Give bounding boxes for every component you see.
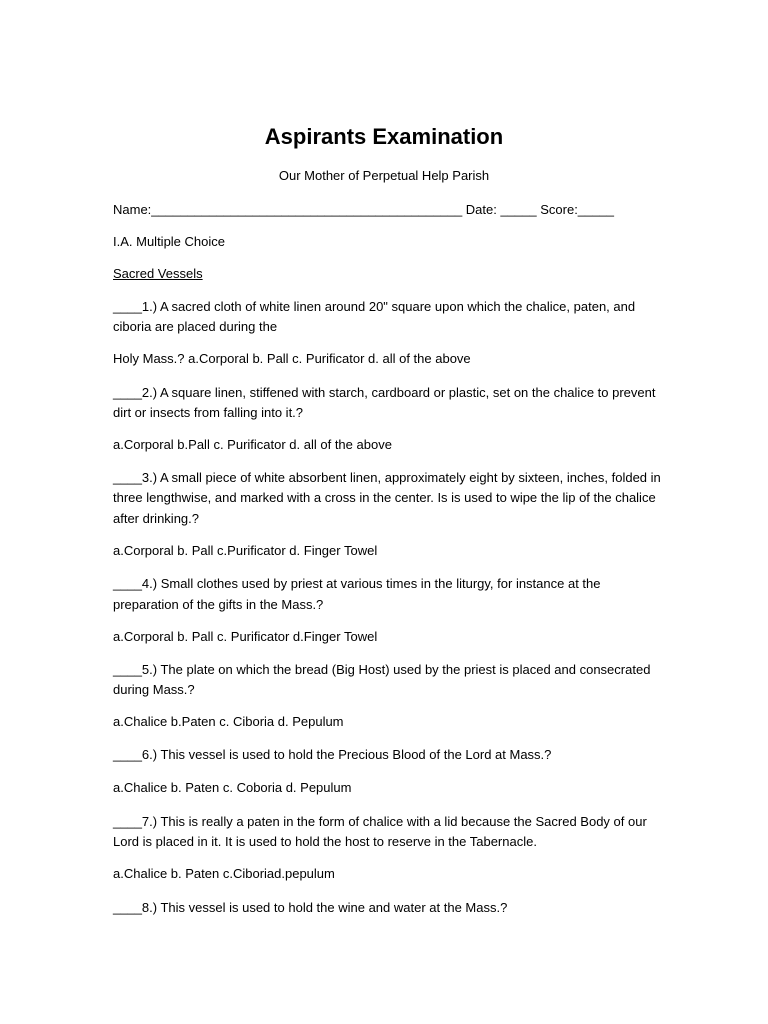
question-6-line-1: ____6.) This vessel is used to hold the Precious Blood of the Lord at Mass.? bbox=[113, 747, 552, 762]
question-7-choices: a.Chalice b. Paten c.Ciboriad.pepulum bbox=[113, 866, 335, 881]
question-3-choices: a.Corporal b. Pall c.Purificator d. Finger Towel bbox=[113, 543, 378, 558]
question-2-line-2: dirt or insects from falling into it.? bbox=[113, 405, 304, 420]
question-3-line-2: three lengthwise, and marked with a cross in the center. Is is used to wipe the lip of the chalice bbox=[113, 490, 656, 505]
section-subheading: Sacred Vessels bbox=[113, 266, 203, 281]
question-4-line-1: ____4.) Small clothes used by priest at various times in the liturgy, for instance at the bbox=[113, 576, 601, 591]
question-1-line-1: ____1.) A sacred cloth of white linen around 20" square upon which the chalice, paten, and bbox=[113, 299, 636, 314]
document-title: Aspirants Examination bbox=[264, 124, 504, 149]
question-1-line-2: ciboria are placed during the bbox=[113, 319, 278, 334]
question-7-line-2: Lord is placed in it. It is used to hold the host to reserve in the Tabernacle. bbox=[113, 834, 537, 849]
name-date-score-line: Name:___________________________________________ Date: _____ Score:_____ bbox=[113, 202, 614, 217]
question-3-line-3: after drinking.? bbox=[113, 511, 199, 526]
question-1-choices: Holy Mass.? a.Corporal b. Pall c. Purificator d. all of the above bbox=[113, 351, 471, 366]
question-8-line-1: ____8.) This vessel is used to hold the wine and water at the Mass.? bbox=[113, 900, 508, 915]
question-2-line-1: ____2.) A square linen, stiffened with starch, cardboard or plastic, set on the chalice to prevent bbox=[113, 385, 656, 400]
question-4-line-2: preparation of the gifts in the Mass.? bbox=[113, 597, 324, 612]
parish-subtitle: Our Mother of Perpetual Help Parish bbox=[278, 168, 490, 183]
question-4-choices: a.Corporal b. Pall c. Purificator d.Finger Towel bbox=[113, 629, 378, 644]
question-3-line-1: ____3.) A small piece of white absorbent linen, approximately eight by sixteen, inches, folded in bbox=[113, 470, 661, 485]
question-7-line-1: ____7.) This is really a paten in the form of chalice with a lid because the Sacred Body of our bbox=[113, 814, 647, 829]
question-6-choices: a.Chalice b. Paten c. Coboria d. Pepulum bbox=[113, 780, 352, 795]
section-heading: I.A. Multiple Choice bbox=[113, 234, 225, 249]
question-5-line-1: ____5.) The plate on which the bread (Big Host) used by the priest is placed and consecrated bbox=[113, 662, 651, 677]
question-5-choices: a.Chalice b.Paten c. Ciboria d. Pepulum bbox=[113, 714, 344, 729]
question-2-choices: a.Corporal b.Pall c. Purificator d. all of the above bbox=[113, 437, 392, 452]
question-5-line-2: during Mass.? bbox=[113, 682, 195, 697]
